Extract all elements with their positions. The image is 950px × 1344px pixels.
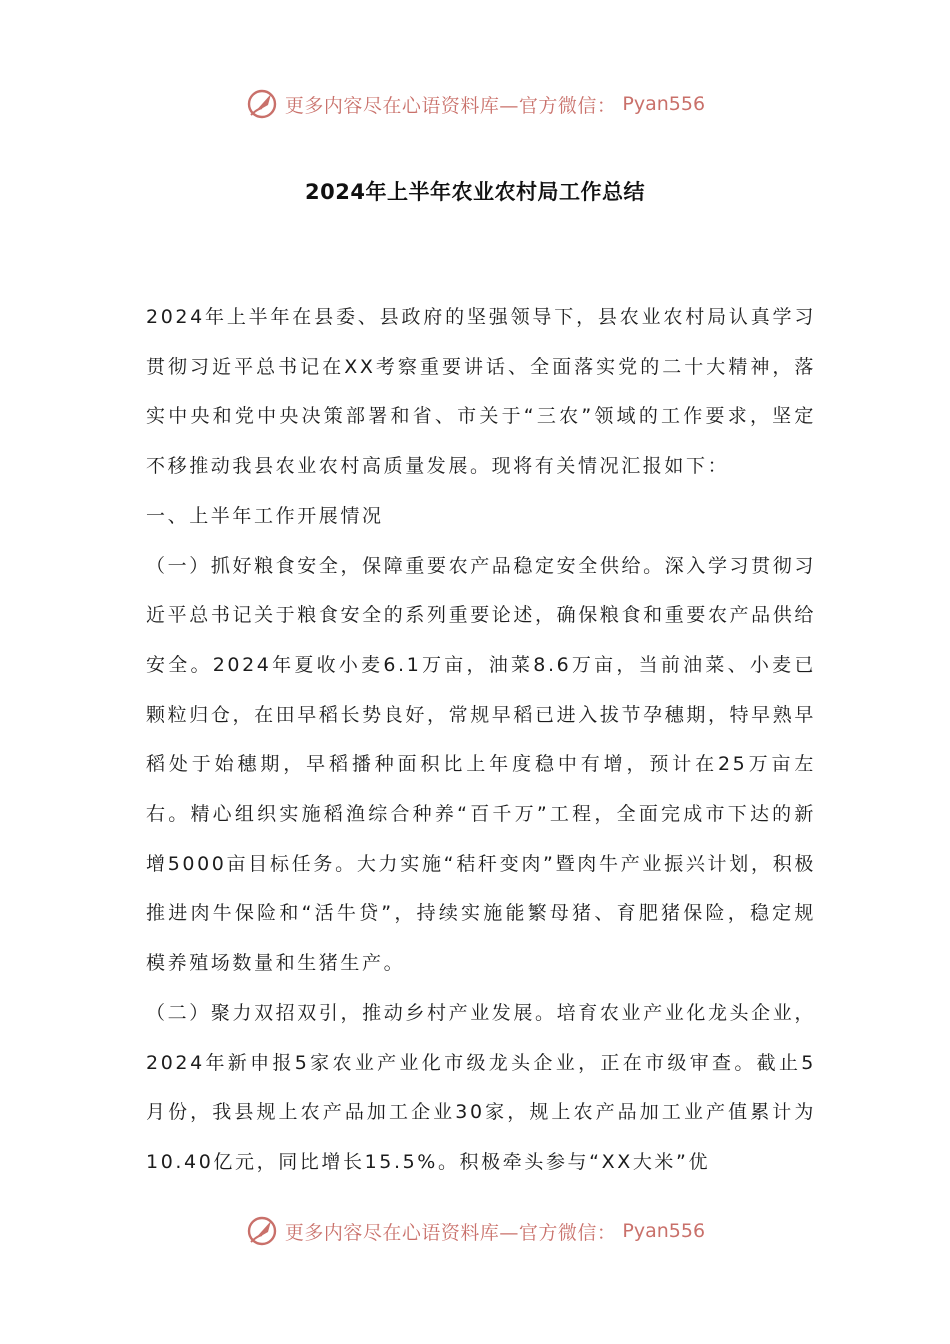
watermark-contact: Pyan556: [622, 1220, 706, 1242]
watermark-text: 更多内容尽在心语资料库—官方微信：: [284, 1221, 617, 1244]
paragraph-rural-industry: （二）聚力双招双引，推动乡村产业发展。培育农业产业化龙头企业，2024年新申报5家农业产业化市级龙头企业，正在市级审查。截止5月份，我县规上农产品加工企业30家，规上农产品加工业产值累计为10.40亿元，同比增长15.5%。积极牵头参与“XX大米”优: [146, 1001, 816, 1173]
watermark-contact: Pyan556: [622, 93, 706, 115]
quill-logo-icon: [245, 87, 279, 121]
footer-watermark: [0, 1211, 950, 1251]
header-watermark: [0, 84, 950, 124]
paragraph-intro: 2024年上半年在县委、县政府的坚强领导下，县农业农村局认真学习贯彻习近平总书记在XX考察重要讲话、全面落实党的二十大精神，落实中央和党中央决策部署和省、市关于“三农”领域的工作要求，坚定不移推动我县农业农村高质量发展。现将有关情况汇报如下：: [146, 306, 816, 478]
paragraph-grain-security: （一）抓好粮食安全，保障重要农产品稳定安全供给。深入学习贯彻习近平总书记关于粮食安全的系列重要论述，确保粮食和重要农产品供给安全。2024年夏收小麦6.1万亩，油菜8.6万亩，当前油菜、小麦已颗粒归仓，在田早稻长势良好，常规早稻已进入拔节孕穗期，特早熟早稻处于始穗期，早稻播种面积比上年度稳中有增，预计在25万亩左右。精心组织实施稻渔综合种养“百千万”工程，全面完成市下达的新增5000亩目标任务。大力实施“秸秆变肉”暨肉牛产业振兴计划，积极推进肉牛保险和“活牛贷”，持续实施能繁母猪、育肥猪保险，稳定规模养殖场数量和生猪生产。: [146, 554, 816, 975]
section-heading: 一、上半年工作开展情况: [146, 504, 384, 527]
document-body: [146, 293, 816, 1188]
document-title: 2024年上半年农业农村局工作总结: [305, 180, 645, 204]
quill-logo-icon: [245, 1214, 279, 1248]
watermark-text: 更多内容尽在心语资料库—官方微信：: [284, 94, 617, 117]
